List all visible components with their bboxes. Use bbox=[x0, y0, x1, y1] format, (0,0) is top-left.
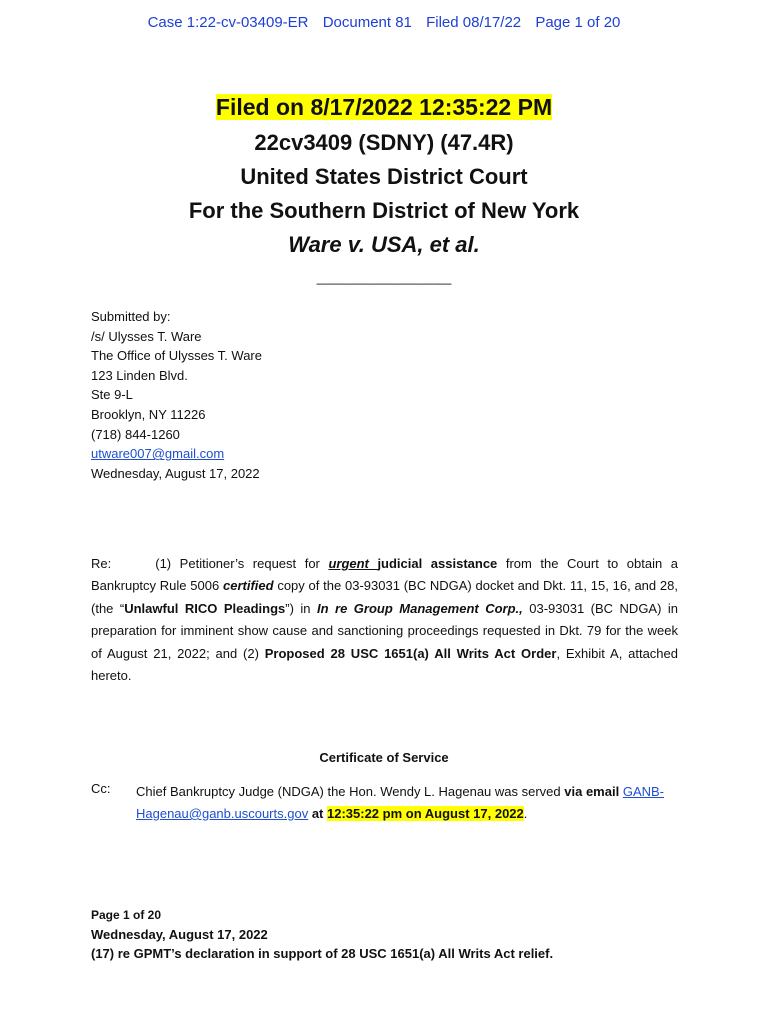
filed-on-highlight: Filed on 8/17/2022 12:35:22 PM bbox=[215, 94, 553, 120]
page-footer bbox=[91, 906, 553, 963]
proposed-order-emphasis: Proposed 28 USC 1651(a) All Writs Act Order bbox=[264, 645, 557, 661]
filed-date: Filed 08/17/22 bbox=[426, 14, 522, 31]
footer-subject: (17) re GPMT’s declaration in support of 28 USC 1651(a) All Writs Act relief. bbox=[91, 946, 554, 961]
district-heading: For the Southern District of New York bbox=[188, 198, 580, 223]
office-name: The Office of Ulysses T. Ware bbox=[91, 348, 262, 364]
re-label: Re: bbox=[91, 556, 112, 571]
judicial-assistance-emphasis: judicial assistance bbox=[377, 556, 498, 571]
ecf-header-stamp bbox=[0, 14, 768, 31]
judge-email-link[interactable]: GANB-Hagenau@ganb.uscourts.gov bbox=[136, 784, 664, 821]
cc-paragraph: Chief Bankruptcy Judge (NDGA) the Hon. Wendy L. Hagenau was served via email GANB-Hagenau@ganb.uscourts.gov at 12:35:22 pm on August 17, 2022. bbox=[136, 784, 664, 821]
rico-pleadings-emphasis: Unlawful RICO Pleadings bbox=[124, 600, 286, 616]
document-number: Document 81 bbox=[322, 14, 412, 31]
case-caption: Ware v. USA, et al. bbox=[288, 232, 480, 257]
via-email-emphasis: via email bbox=[564, 784, 620, 799]
urgent-emphasis: urgent bbox=[328, 556, 378, 571]
phone-number: (718) 844-1260 bbox=[91, 426, 180, 442]
service-time-highlight: 12:35:22 pm on August 17, 2022 bbox=[327, 806, 524, 821]
caption-rule: ___________ bbox=[316, 262, 452, 287]
certificate-of-service-title: Certificate of Service bbox=[319, 750, 449, 765]
re-paragraph: Re: (1) Petitioner’s request for urgent judicial assistance from the Court to obtain a Bankruptcy Rule 5006 certified copy of the 03-93031 (BC NDGA) docket and Dkt. 11, 15, 16, and 28, (the “Unlawful RICO Pleadings”) in In re Group Management Corp., 03-93031 (BC NDGA) in preparation for imminent show cause and sanctioning proceedings requested in Dkt. 79 for the week of August 21, 2022; and (2) Proposed 28 USC 1651(a) All Writs Act Order, Exhibit A, attached hereto. bbox=[91, 556, 679, 684]
court-heading: United States District Court bbox=[240, 164, 528, 189]
filed-on-heading bbox=[0, 94, 768, 121]
page-count: Page 1 of 20 bbox=[535, 14, 621, 31]
in-re-case-emphasis: In re Group Management Corp., bbox=[317, 600, 523, 616]
case-number: Case 1:22-cv-03409-ER bbox=[147, 14, 309, 31]
suite: Ste 9-L bbox=[91, 387, 133, 403]
submission-date: Wednesday, August 17, 2022 bbox=[91, 465, 260, 481]
submitter-block bbox=[91, 307, 262, 483]
footer-date: Wednesday, August 17, 2022 bbox=[91, 927, 268, 942]
docket-heading: 22cv3409 (SDNY) (47.4R) bbox=[254, 130, 514, 155]
certified-emphasis: certified bbox=[222, 578, 274, 594]
cc-label: Cc: bbox=[91, 781, 111, 796]
signature-line: /s/ Ulysses T. Ware bbox=[91, 328, 202, 344]
street-address: 123 Linden Blvd. bbox=[91, 367, 188, 383]
submitted-label: Submitted by: bbox=[91, 309, 171, 324]
footer-page-number: Page 1 of 20 bbox=[91, 908, 162, 922]
city-state-zip: Brooklyn, NY 11226 bbox=[91, 406, 206, 422]
submitter-email-link[interactable]: utware007@gmail.com bbox=[91, 446, 225, 462]
